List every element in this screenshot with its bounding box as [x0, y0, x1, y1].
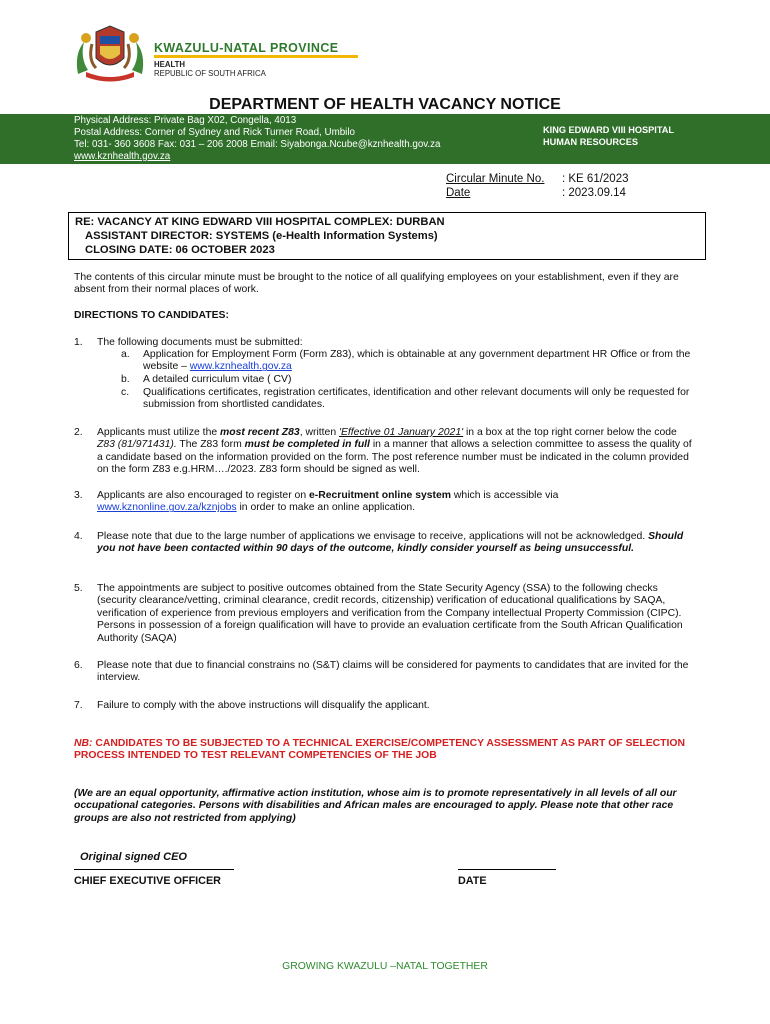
nb-label: NB:: [74, 738, 93, 749]
hospital-department: [543, 124, 674, 148]
item-3-part: Applicants are also encouraged to register on: [97, 490, 309, 501]
circular-date-value: : 2023.09.14: [562, 187, 626, 199]
hospital-unit: HUMAN RESOURCES: [543, 137, 638, 147]
sub-item-c: Qualifications certificates, registration certificates, identification and other relevant documents will only be requested for submission from shortlisted candidates.: [143, 387, 690, 411]
item-2-part: The Z83 form: [176, 439, 245, 451]
item-7-text: Failure to comply with the above instructions will disqualify the applicant.: [97, 700, 430, 711]
subject-closing-date: CLOSING DATE: 06 OCTOBER 2023: [85, 244, 275, 256]
physical-address: Physical Address: Private Bag X02, Congella, 4013: [74, 115, 297, 126]
document-title: DEPARTMENT OF HEALTH VACANCY NOTICE: [209, 96, 561, 113]
kznjobs-link[interactable]: www.kznonline.gov.za/kznjobs: [97, 502, 237, 514]
item-number-7: 7.: [74, 700, 83, 711]
ceo-signature-line: [74, 869, 234, 870]
org-title: KWAZULU-NATAL PROVINCE: [154, 41, 339, 55]
signed-note: Original signed CEO: [80, 851, 187, 863]
item-number-2: 2.: [74, 427, 83, 438]
item-number-6: 6.: [74, 660, 83, 671]
item-3-text: [97, 490, 693, 515]
sub-item-b: A detailed curriculum vitae ( CV): [143, 374, 292, 385]
intro-paragraph: The contents of this circular minute must be brought to the notice of all qualifying employees on your establishment, even if they are absent from their normal places of work.: [74, 272, 679, 296]
item-4-part: Please note that due to the large number of applications we envisage to receive, applications will not be acknowledged.: [97, 531, 649, 542]
postal-address: Postal Address: Corner of Sydney and Rick Turner Road, Umbilo: [74, 127, 355, 138]
sub-item-c-label: c.: [121, 387, 130, 398]
circular-date-label: Date: [446, 187, 471, 199]
website-link[interactable]: www.kznhealth.gov.za: [74, 151, 171, 162]
org-country: REPUBLIC OF SOUTH AFRICA: [154, 69, 266, 78]
item-2-effective-date: 'Effective 01 January 2021': [338, 427, 464, 438]
item-2-code: Z83 (81/971431).: [97, 439, 177, 451]
contact-details: [74, 115, 441, 163]
equal-opportunity-statement: (We are an equal opportunity, affirmative action institution, whose aim is to promote representatively in all levels of all our occupational categories. Persons with disabilities and African males are encouraged to apply. Please note that other race groups are also not restricted from applying): [74, 788, 677, 824]
item-number-4: 4.: [74, 531, 83, 542]
nb-text: CANDIDATES TO BE SUBJECTED TO A TECHNICAL EXERCISE/COMPETENCY ASSESSMENT AS PART OF SELECTION PROCESS INTENDED TO TEST RELEVANT COMPETENCIES OF THE JOB: [74, 738, 685, 762]
item-2-part: in a box at the top right corner below the code: [463, 427, 677, 438]
kznhealth-website-link[interactable]: www.kznhealth.gov.za: [189, 361, 292, 373]
item-4-text: [97, 531, 693, 556]
item-1-text: The following documents must be submitted:: [97, 337, 303, 348]
item-number-5: 5.: [74, 583, 83, 594]
circular-minute-value: : KE 61/2023: [562, 173, 629, 185]
phone-email-line: Tel: 031- 360 3608 Fax: 031 – 206 2008 Email: Siyabonga.Ncube@kznhealth.gov.za: [74, 139, 441, 150]
sub-item-a-label: a.: [121, 349, 130, 360]
date-label: DATE: [458, 875, 487, 887]
provincial-coat-of-arms-logo: [70, 24, 150, 84]
item-number-1: 1.: [74, 337, 83, 348]
org-department: HEALTH: [154, 60, 186, 69]
org-title-divider: [154, 55, 358, 58]
item-3-part: in order to make an online application.: [236, 502, 416, 514]
subject-vacancy: RE: VACANCY AT KING EDWARD VIII HOSPITAL COMPLEX: DURBAN: [75, 216, 445, 228]
item-number-3: 3.: [74, 490, 83, 501]
item-5-text: The appointments are subject to positive outcomes obtained from the State Security Agency (SSA) to the following checks (security clearance/vetting, criminal clearance, credit records, citizenship) verification of educational qualifications by SAQA, verification of experience from previous employers and verification from the Company intellectual Property Commission (CIPC). Persons in possession of a foreign qualification will have to provide an evaluation certificate from the South African Qualification Authority (SAQA): [97, 583, 683, 644]
item-2-part: Applicants must utilize the: [97, 427, 221, 438]
item-4-emphasis: Should you not have been contacted within 90 days of the outcome, kindly consider yourself as being unsuccessful.: [97, 531, 684, 555]
item-3-system-name: e-Recruitment online system: [308, 490, 452, 501]
item-2-emphasis: most recent Z83: [220, 427, 300, 438]
sub-item-b-label: b.: [121, 374, 130, 385]
item-2-part: in a manner that allows a selection committee to assess the quality of a candidate based on the information provided on the form. The post reference number must be indicated in the column provided on the form Z83 e.g.HRM…./2023. Z83 form should be signed as well.: [97, 439, 692, 476]
subject-position: ASSISTANT DIRECTOR: SYSTEMS (e-Health Information Systems): [85, 230, 438, 242]
date-signature-line: [458, 869, 556, 870]
subject-box: [68, 212, 706, 260]
ceo-label: CHIEF EXECUTIVE OFFICER: [74, 875, 221, 887]
circular-reference: [446, 172, 629, 200]
hospital-name: KING EDWARD VIII HOSPITAL: [543, 125, 675, 135]
item-3-part: which is accessible via: [451, 490, 559, 501]
item-6-text: Please note that due to financial constrains no (S&T) claims will be considered for payments to candidates that are invited for the interview.: [97, 660, 689, 684]
circular-minute-label: Circular Minute No.: [446, 173, 545, 185]
item-2-text: [97, 427, 693, 477]
sub-item-a: [143, 349, 695, 374]
directions-heading: DIRECTIONS TO CANDIDATES:: [74, 310, 229, 321]
footer-slogan: GROWING KWAZULU –NATAL TOGETHER: [282, 961, 488, 972]
nb-notice: [74, 738, 702, 763]
sub-item-a-text: Application for Employment Form (Form Z83), which is obtainable at any government department HR Office or from the website –: [143, 349, 691, 373]
item-2-part: , written: [299, 427, 339, 438]
item-2-emphasis: must be completed in full: [244, 439, 370, 451]
